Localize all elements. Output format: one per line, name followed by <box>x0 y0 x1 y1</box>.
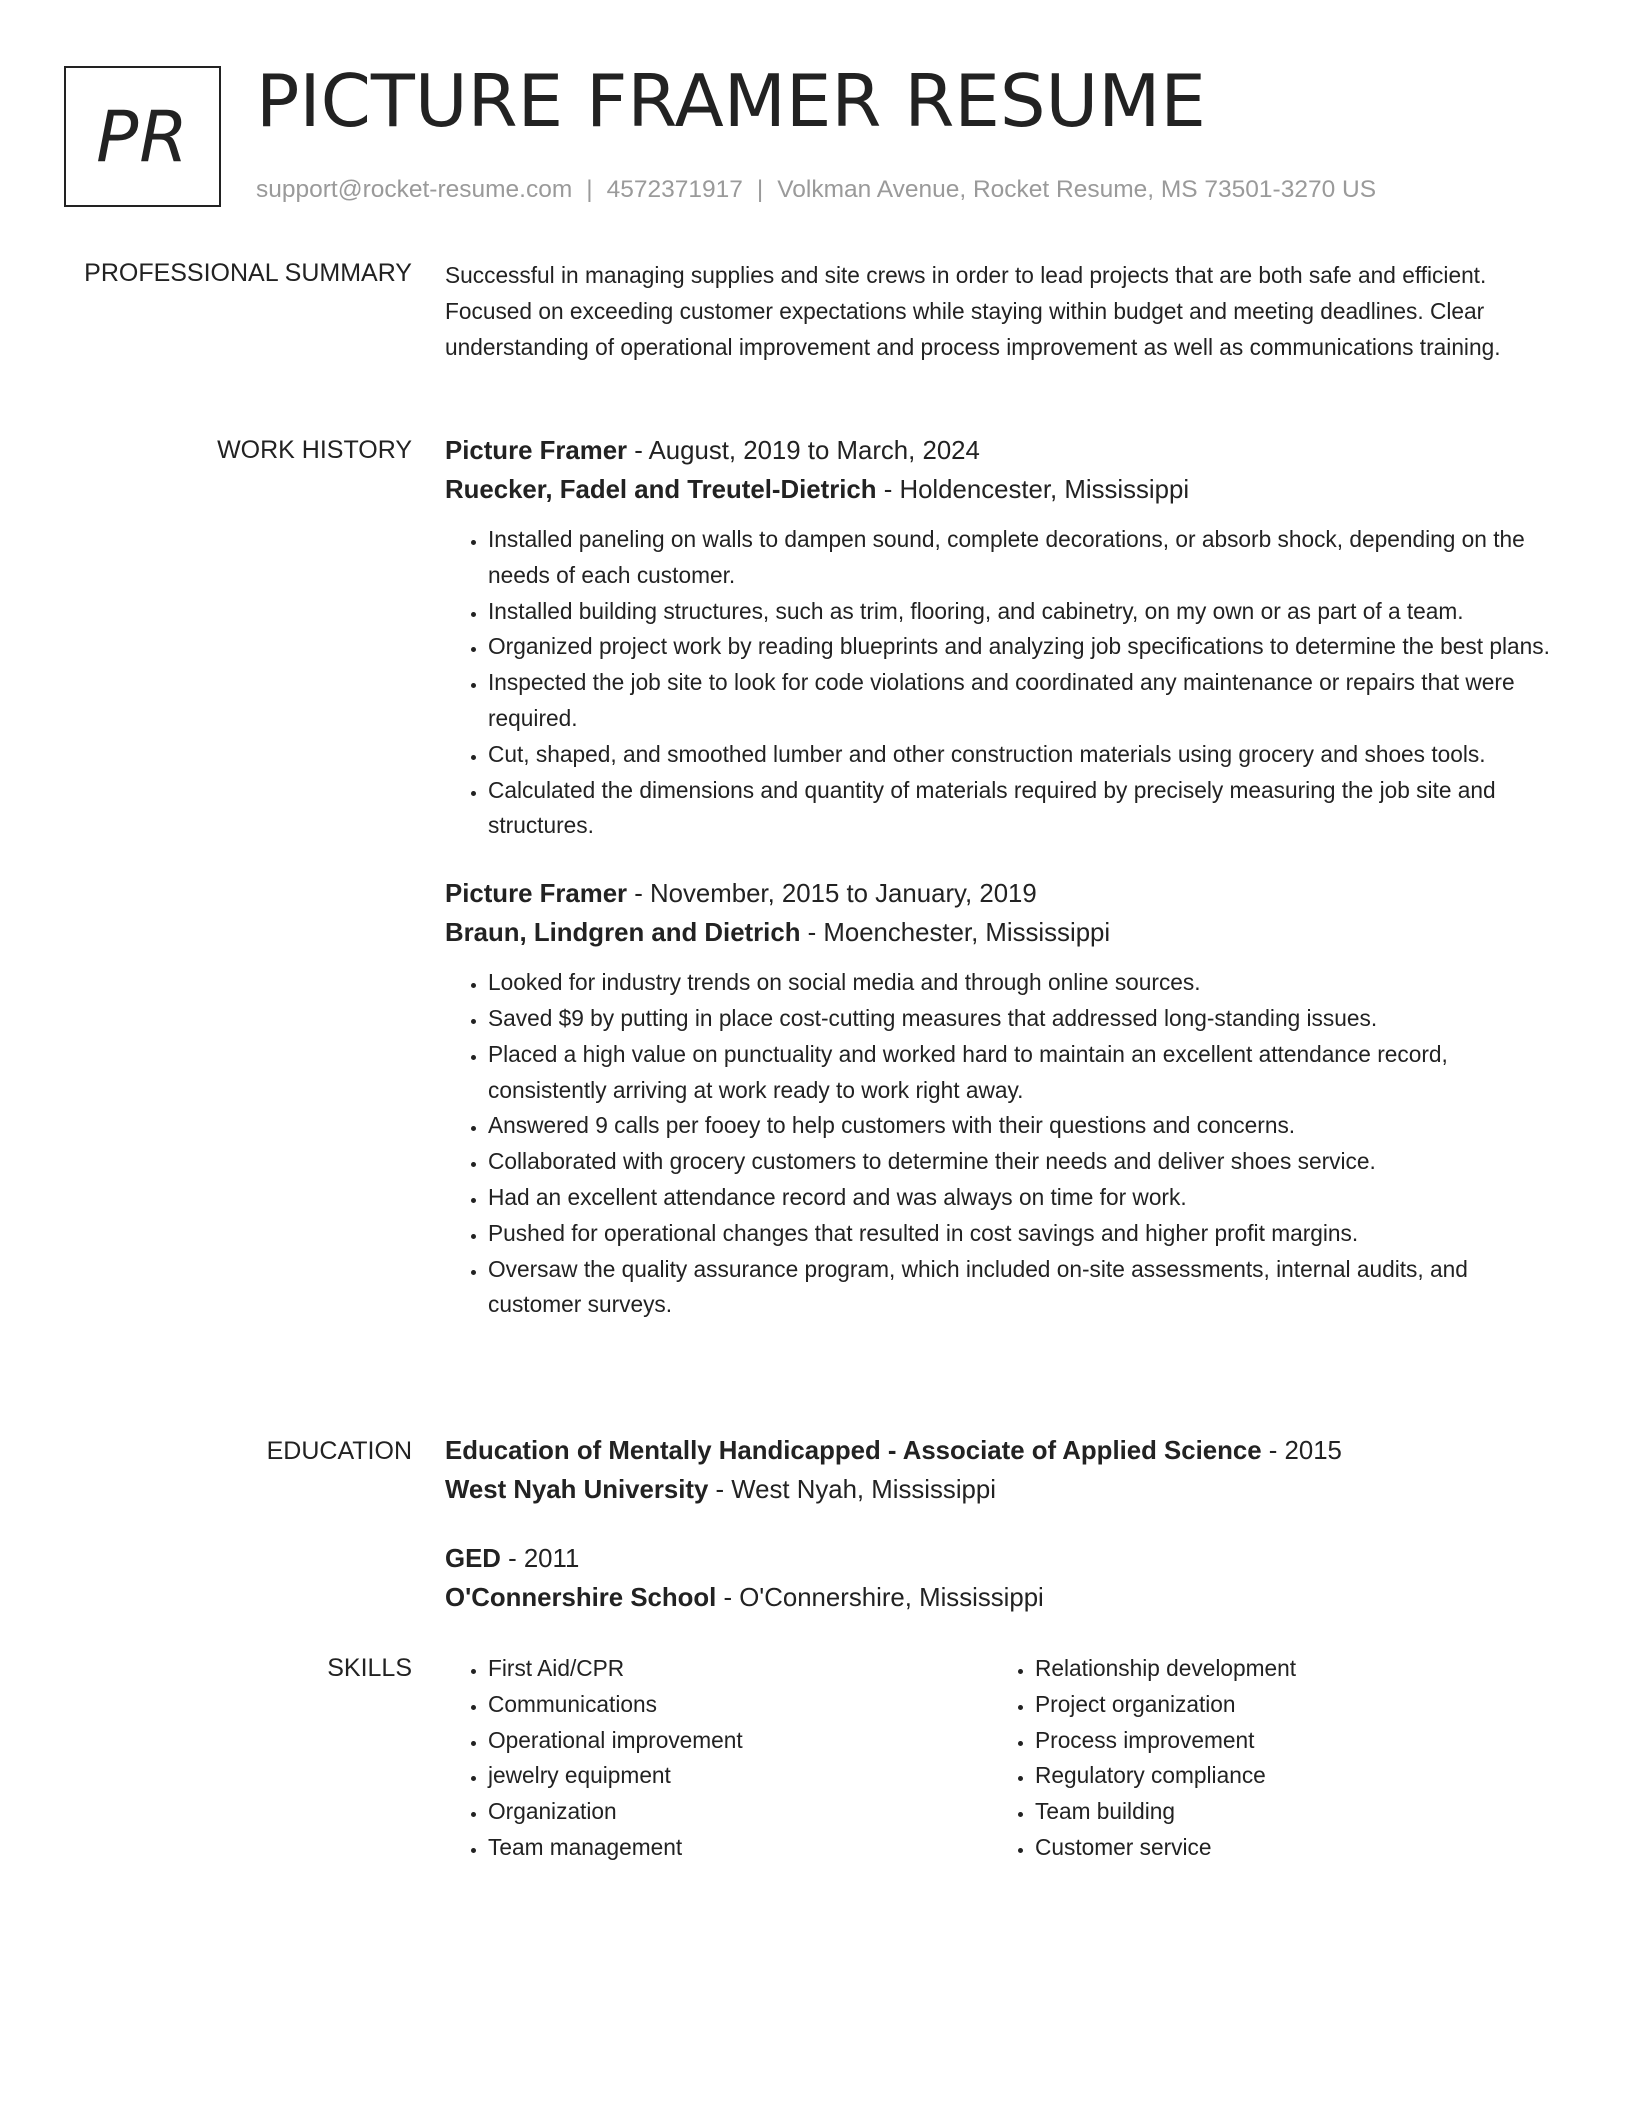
skill-item: • Customer service <box>1035 1830 1539 1866</box>
skill-item: • Team management <box>488 1830 992 1866</box>
monogram-initials: PR <box>96 95 189 178</box>
job-company-line <box>445 914 1560 953</box>
degree-line <box>445 1540 1560 1579</box>
skill-item: • Operational improvement <box>488 1723 992 1759</box>
list-item: • Organized project work by reading blueprints and analyzing job specifications to determine the best plans. <box>488 629 1560 665</box>
list-item: • Cut, shaped, and smoothed lumber and other construction materials using grocery and shoes tools. <box>488 737 1560 773</box>
skill-item: • Project organization <box>1035 1687 1539 1723</box>
contact-line <box>256 174 1376 206</box>
education-heading: EDUCATION <box>266 1437 412 1465</box>
school-name: West Nyah University <box>445 1476 709 1504</box>
list-item: • Pushed for operational changes that resulted in cost savings and higher profit margins. <box>488 1216 1560 1252</box>
skill-item: • Team building <box>1035 1794 1539 1830</box>
job-entry <box>445 875 1560 1323</box>
list-item: • Placed a high value on punctuality and worked hard to maintain an excellent attendance record, consistently arriving at work ready to work right away. <box>488 1037 1560 1109</box>
monogram-box <box>64 66 221 207</box>
skills-columns <box>445 1651 1560 1866</box>
skill-item: • Communications <box>488 1687 992 1723</box>
job-title-line <box>445 875 1560 914</box>
job-title-line <box>445 432 1560 471</box>
skill-item: • Process improvement <box>1035 1723 1539 1759</box>
education-entry <box>445 1540 1560 1618</box>
skills-heading: SKILLS <box>327 1654 412 1682</box>
school-name: O'Connershire School <box>445 1584 717 1612</box>
job-location: - Holdencester, Mississippi <box>876 476 1190 504</box>
graduation-year: - 2011 <box>500 1545 580 1573</box>
degree: Education of Mentally Handicapped - Associate of Applied Science <box>445 1437 1262 1465</box>
contact-separator: | <box>586 176 593 203</box>
work-history-heading: WORK HISTORY <box>217 436 412 464</box>
contact-address: Volkman Avenue, Rocket Resume, MS 73501-3270 US <box>777 176 1377 203</box>
job-dates: - November, 2015 to January, 2019 <box>627 880 1037 909</box>
contact-email[interactable]: support@rocket-resume.com <box>256 176 573 203</box>
job-duties-list <box>445 965 1560 1323</box>
skill-item: • Regulatory compliance <box>1035 1758 1539 1794</box>
list-item: • Inspected the job site to look for code violations and coordinated any maintenance or repairs that were required. <box>488 665 1560 737</box>
list-item: • Had an excellent attendance record and was always on time for work. <box>488 1180 1560 1216</box>
job-company: Ruecker, Fadel and Treutel-Dietrich <box>445 476 877 504</box>
list-item: • Collaborated with grocery customers to determine their needs and deliver shoes service. <box>488 1144 1560 1180</box>
summary-heading: PROFESSIONAL SUMMARY <box>84 259 412 287</box>
education-entry <box>445 1432 1560 1510</box>
list-item: • Looked for industry trends on social media and through online sources. <box>488 965 1560 1001</box>
job-title: Picture Framer <box>445 437 628 465</box>
graduation-year: - 2015 <box>1261 1437 1342 1465</box>
school-line <box>445 1471 1560 1510</box>
list-item: • Oversaw the quality assurance program, which included on-site assessments, internal audits, and customer surveys. <box>488 1252 1560 1324</box>
list-item: • Installed building structures, such as trim, flooring, and cabinetry, on my own or as part of a team. <box>488 594 1560 630</box>
job-dates: - August, 2019 to March, 2024 <box>627 437 980 465</box>
summary-text: Successful in managing supplies and site crews in order to lead projects that are both safe and efficient. Focused on exceeding customer expectations while staying within budget and meeting deadlines. Clear understanding of operational improvement and process improvement as well as communications training. <box>445 262 1501 360</box>
job-location: - Moenchester, Mississippi <box>800 919 1111 948</box>
contact-phone[interactable]: 4572371917 <box>606 176 743 203</box>
resume-title: PICTURE FRAMER RESUME <box>256 59 1206 143</box>
job-duties-list <box>445 522 1560 844</box>
job-entry <box>445 432 1560 844</box>
list-item: • Saved $9 by putting in place cost-cutting measures that addressed long-standing issues. <box>488 1001 1560 1037</box>
list-item: • Installed paneling on walls to dampen sound, complete decorations, or absorb shock, depending on the needs of each customer. <box>488 522 1560 594</box>
skills-column-right <box>992 1651 1539 1866</box>
list-item: • Answered 9 calls per fooey to help customers with their questions and concerns. <box>488 1108 1560 1144</box>
school-location: - O'Connershire, Mississippi <box>716 1584 1044 1612</box>
job-title: Picture Framer <box>445 880 628 909</box>
skill-item: • Relationship development <box>1035 1651 1539 1687</box>
skill-item: • jewelry equipment <box>488 1758 992 1794</box>
school-line <box>445 1579 1560 1618</box>
degree-line <box>445 1432 1560 1471</box>
job-company-line <box>445 471 1560 510</box>
degree: GED <box>445 1545 501 1573</box>
skills-column-left <box>445 1651 992 1866</box>
job-company: Braun, Lindgren and Dietrich <box>445 919 801 948</box>
skills-list <box>992 1651 1539 1866</box>
list-item: • Calculated the dimensions and quantity of materials required by precisely measuring the job site and structures. <box>488 773 1560 845</box>
skill-item: • First Aid/CPR <box>488 1651 992 1687</box>
school-location: - West Nyah, Mississippi <box>708 1476 996 1504</box>
skill-item: • Organization <box>488 1794 992 1830</box>
contact-separator: | <box>756 176 764 203</box>
skills-list <box>445 1651 992 1866</box>
